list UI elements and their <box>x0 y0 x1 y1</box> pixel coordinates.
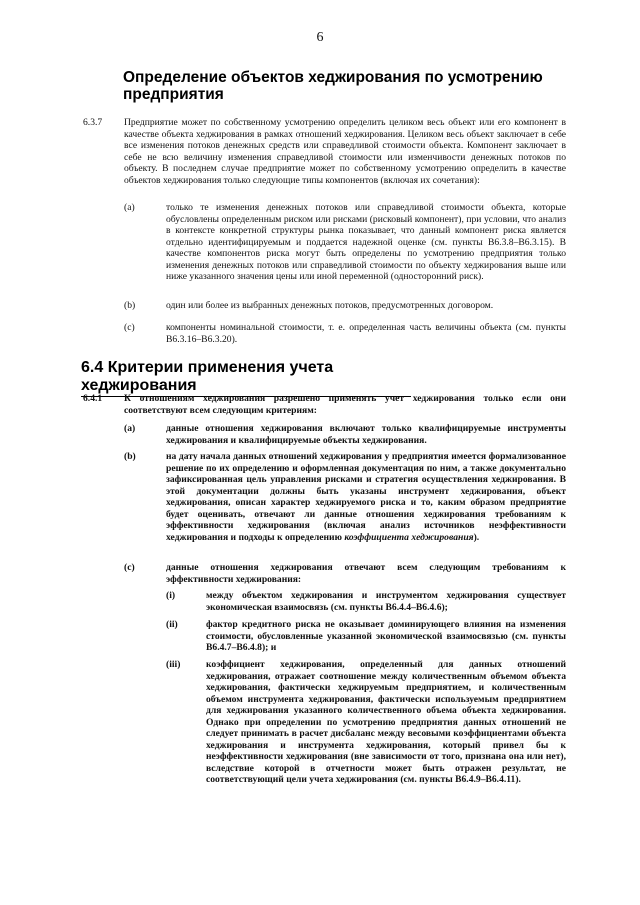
list-marker: (c) <box>124 562 135 573</box>
list-item-text: только те изменения денежных потоков или справедливой стоимости объекта, которые обусловлены определенным риском или рисками (рисковый компонент), при условии, что анализ в контексте конкретной структуры рынка показывает, что данный компонент риска является отдельно идентифицируемым и поддается надежной оценке (см. пункты В6.3.8–В6.3.15). В качестве компонентов риска могут быть определены по усмотрению предприятия только изменения денежных потоков или справедливой стоимости по объекту хеджирования выше или ниже указанного значения цены или иной переменной (односторонний риск). <box>166 202 566 283</box>
section-heading-criteria: 6.4 Критерии применения учета хеджирования <box>81 359 411 397</box>
list-marker: (c) <box>124 322 135 333</box>
sublist-item-text: коэффициент хеджирования, определенный для данных отношений хеджирования, отражает соотношение между количественным объемом объекта хеджирования, фактически хеджируемым предприятием, и количественным объемом инструмента хеджирования, фактически используемым предприятием для хеджирования указанного количественного объема объекта хеджирования. Однако при определении по усмотрению предприятия данных отношений не следует принимать в расчет дисбаланс между весовыми коэффициентами объекта хеджирования и инструмента хеджирования, который привел бы к неэффективности хеджирования (вне зависимости от того, признана она или нет), вследствие которой в отчетности может быть отражен результат, не соответствующий цели учета хеджирования (см. пункты В6.4.9–В6.4.11). <box>206 659 566 786</box>
paragraph-text: К отношениям хеджирования разрешено применять учет хеджирования только если они соответствуют всем следующим критериям: <box>124 393 566 416</box>
sublist-marker: (i) <box>166 590 176 601</box>
sublist-marker: (iii) <box>166 659 181 670</box>
paragraph-text: Предприятие может по собственному усмотрению определить целиком весь объект или его компонент в качестве объекта хеджирования в рамках отношений хеджирования. Целиком весь объект заключает в себе все изменения потоков денежных средств или справедливой стоимости объекта. Компонент заключает в себе не всю величину изменения справедливой стоимости или изменчивости денежных потоков по объекту. В последнем случае предприятие может по собственному усмотрению определить в качестве объектов хеджирования только следующие типы компонентов (включая их сочетания): <box>124 117 566 186</box>
list-item-text <box>166 451 566 543</box>
paragraph-number: 6.4.1 <box>83 393 103 404</box>
section-heading-hedged-items: Определение объектов хеджирования по усмотрению предприятия <box>123 69 543 103</box>
list-item-text: данные отношения хеджирования отвечают всем следующим требованиям к эффективности хеджирования: <box>166 562 566 585</box>
sublist-marker: (ii) <box>166 619 178 630</box>
italic-term: коэффициента хеджирования <box>344 531 474 543</box>
list-item-text-end: ). <box>473 531 480 543</box>
list-marker: (a) <box>124 423 136 434</box>
list-marker: (a) <box>124 202 135 213</box>
sublist-item-text: между объектом хеджирования и инструментом хеджирования существует экономическая взаимосвязь (см. пункты В6.4.4–В6.4.6); <box>206 590 566 613</box>
list-item-text: один или более из выбранных денежных потоков, предусмотренных договором. <box>166 300 494 311</box>
list-marker: (b) <box>124 300 136 311</box>
list-item-text: компоненты номинальной стоимости, т. е. определенная часть величины объекта (см. пункты В6.3.16–В6.3.20). <box>166 322 566 345</box>
paragraph-number: 6.3.7 <box>83 117 103 128</box>
list-item-text-main: на дату начала данных отношений хеджирования у предприятия имеется формализованное решение по их определению и оформленная документация по ним, а также документально зафиксированная цель управления рисками и стратегия осуществления хеджирования. В этой документации должны быть указаны инструмент хеджирования, объект хеджирования, описан характер хеджируемого риска и то, каким образом предприятие будет оценивать, отвечают ли данные отношения хеджирования требованиям к эффективности хеджирования (включая анализ источников неэффективности хеджирования и подходы к определению <box>166 451 566 543</box>
list-item-text: данные отношения хеджирования включают только квалифицируемые инструменты хеджирования и квалифицируемые объекты хеджирования. <box>166 423 566 446</box>
sublist-item-text: фактор кредитного риска не оказывает доминирующего влияния на изменения стоимости, обусловленные указанной экономической взаимосвязью (см. пункты В6.4.7–В6.4.8); и <box>206 619 566 654</box>
page-number: 6 <box>316 30 324 45</box>
list-marker: (b) <box>124 451 136 462</box>
